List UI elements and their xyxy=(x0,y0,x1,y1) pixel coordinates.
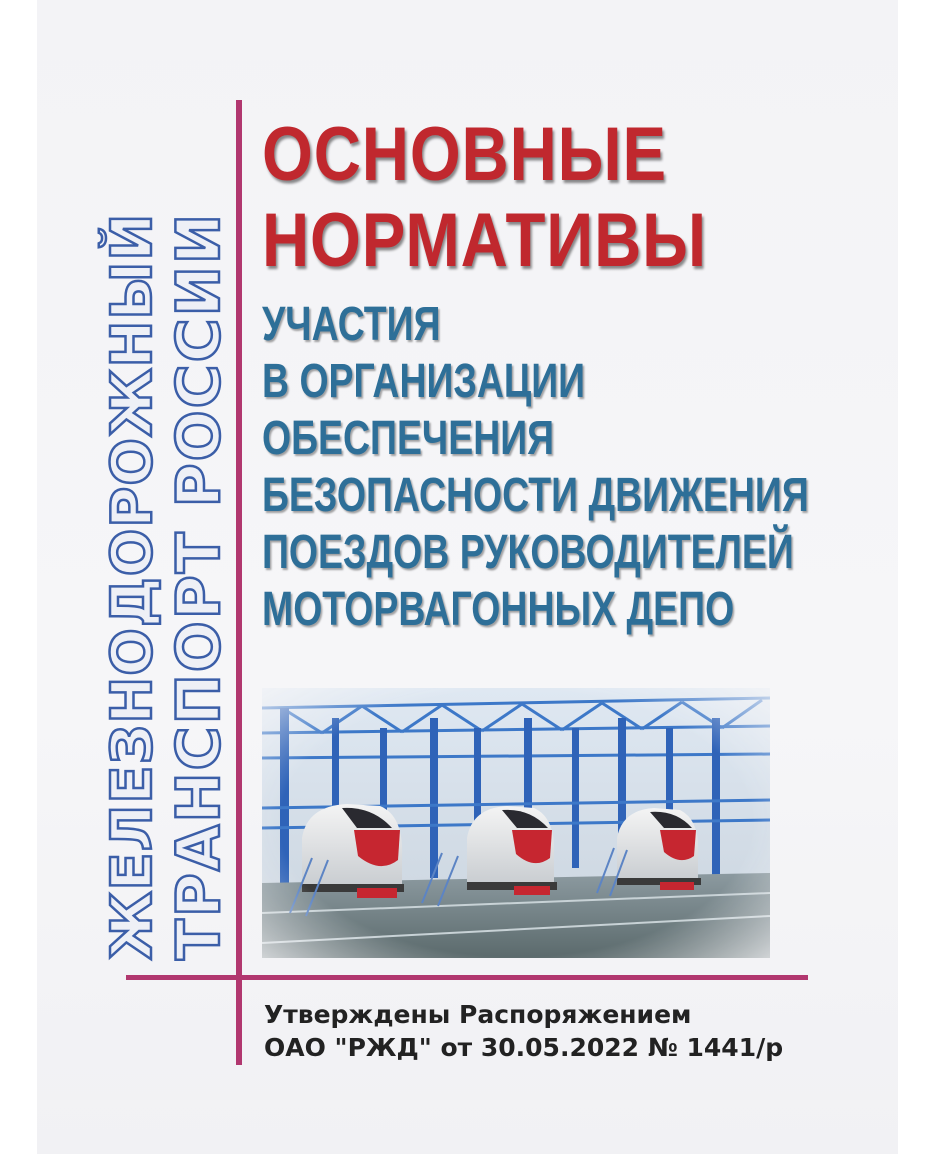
subtitle-line: МОТОРВАГОННЫХ ДЕПО xyxy=(262,583,735,636)
book-title xyxy=(262,112,707,284)
subtitle-line: ОБЕСПЕЧЕНИЯ xyxy=(262,412,555,465)
approval-line-1: Утверждены Распоряжением xyxy=(264,1000,692,1029)
subtitle-line: БЕЗОПАСНОСТИ ДВИЖЕНИЯ xyxy=(262,469,809,522)
subtitle-line: ПОЕЗДОВ РУКОВОДИТЕЛЕЙ xyxy=(262,526,794,579)
series-spine-title xyxy=(100,80,232,960)
horizontal-divider xyxy=(126,975,808,980)
depot-trains-photo xyxy=(262,688,770,958)
title-line-1: ОСНОВНЫЕ xyxy=(262,112,667,197)
book-subtitle xyxy=(262,296,809,638)
subtitle-line: В ОРГАНИЗАЦИИ xyxy=(262,355,586,408)
spine-line-2: ТРАНСПОРТ РОССИИ xyxy=(164,211,234,960)
vertical-divider xyxy=(236,100,242,1065)
approval-line-2: ОАО "РЖД" от 30.05.2022 № 1441/р xyxy=(264,1033,784,1062)
subtitle-line: УЧАСТИЯ xyxy=(262,298,441,351)
title-line-2: НОРМАТИВЫ xyxy=(262,198,707,283)
approval-note xyxy=(264,998,783,1064)
spine-line-1: ЖЕЛЕЗНОДОРОЖНЫЙ xyxy=(100,212,165,960)
